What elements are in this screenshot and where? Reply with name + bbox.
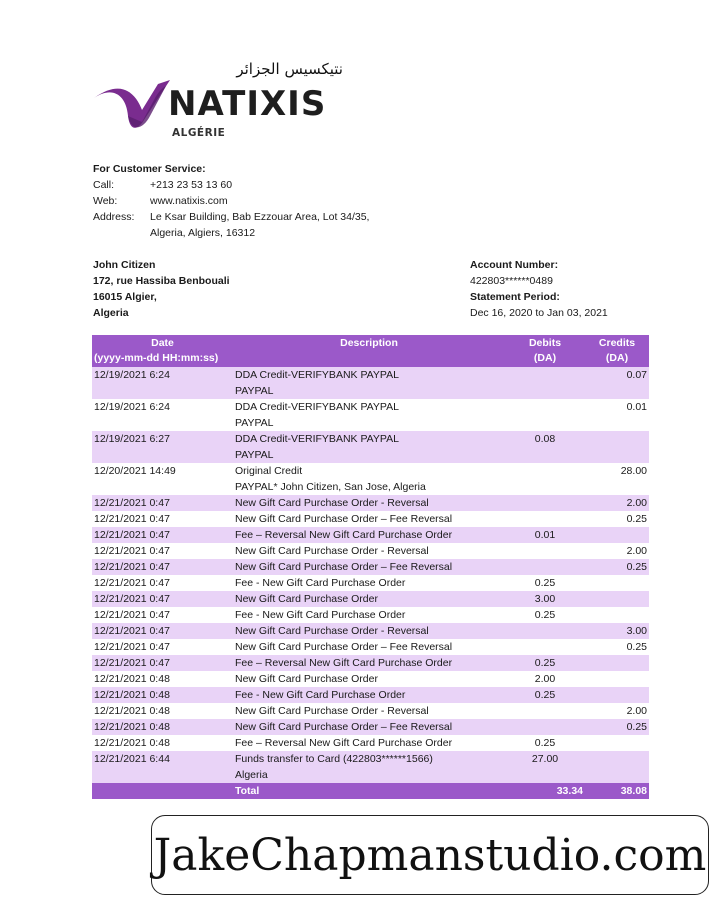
row-debit: 0.25 [505, 655, 585, 671]
row-credit: 0.25 [585, 719, 649, 735]
total-label: Total [233, 783, 505, 799]
table-row [92, 543, 649, 559]
customer-address [93, 257, 230, 321]
row-debit: 0.01 [505, 527, 585, 543]
row-description: New Gift Card Purchase Order – Fee Reversal [235, 641, 453, 653]
table-row [92, 495, 649, 511]
brand-subtitle: ALGÉRIE [172, 127, 226, 139]
row-credit: 28.00 [620, 465, 647, 477]
call-label: Call: [93, 179, 115, 191]
row-debit: 0.08 [505, 431, 585, 463]
call-value: +213 23 53 13 60 [150, 179, 233, 191]
web-value: www.natixis.com [150, 195, 228, 207]
row-credit [585, 687, 649, 703]
row-description: New Gift Card Purchase Order – Fee Reversal [233, 719, 505, 735]
watermark: JakeChapmanstudio.com [151, 815, 709, 895]
row-credit [585, 591, 649, 607]
table-row [92, 431, 649, 463]
row-description: Fee – Reversal New Gift Card Purchase Order [233, 527, 505, 543]
table-row [92, 735, 649, 751]
row-description: Funds transfer to Card (422803******1566) Algeria [233, 751, 505, 783]
row-date: 12/21/2021 0:47 [94, 609, 170, 621]
brand-arabic-name: نتيكسيس الجزائر [236, 60, 343, 78]
row-date: 12/21/2021 0:47 [94, 577, 170, 589]
address-row-2 [93, 225, 369, 241]
row-date: 12/21/2021 0:47 [92, 527, 233, 543]
row-date: 12/21/2021 0:48 [94, 737, 170, 749]
row-debit [505, 719, 585, 735]
table-row [92, 703, 649, 719]
row-date: 12/21/2021 0:47 [92, 623, 233, 639]
row-date: 12/21/2021 0:48 [94, 673, 170, 685]
row-date: 12/21/2021 0:48 [92, 687, 233, 703]
row-date: 12/20/2021 14:49 [94, 465, 176, 477]
table-row [92, 751, 649, 783]
header-credits: Credits (DA) [585, 335, 649, 367]
table-header-row [92, 335, 649, 367]
row-description: Original Credit PAYPAL* John Citizen, San Jose, Algeria [235, 465, 426, 493]
address-line-2: Algeria, Algiers, 16312 [150, 227, 256, 239]
row-date: 12/21/2021 0:47 [94, 641, 170, 653]
customer-street: 172, rue Hassiba Benbouali [93, 275, 230, 287]
row-debit [505, 543, 585, 559]
account-number-label: Account Number: [470, 259, 559, 271]
row-debit [505, 495, 585, 511]
row-date: 12/21/2021 0:47 [94, 513, 170, 525]
row-debit: 3.00 [505, 591, 585, 607]
row-credit: 0.01 [626, 401, 647, 413]
header-debits: Debits (DA) [505, 335, 585, 367]
table-row [92, 591, 649, 607]
row-debit [505, 559, 585, 575]
row-credit [585, 527, 649, 543]
row-date: 12/19/2021 6:27 [92, 431, 233, 463]
web-row [93, 193, 369, 209]
customer-service-heading: For Customer Service: [93, 163, 206, 175]
customer-service-block [93, 161, 369, 241]
row-description: Fee - New Gift Card Purchase Order [233, 687, 505, 703]
row-description: DDA Credit-VERIFYBANK PAYPAL PAYPAL [233, 431, 505, 463]
row-credit: 2.00 [585, 495, 649, 511]
row-credit: 0.25 [585, 559, 649, 575]
customer-city: 16015 Algier, [93, 291, 157, 303]
row-debit [505, 639, 585, 655]
address-row [93, 209, 369, 225]
table-row [92, 719, 649, 735]
table-row [92, 687, 649, 703]
statement-period: Dec 16, 2020 to Jan 03, 2021 [470, 307, 608, 319]
row-date: 12/19/2021 6:24 [92, 367, 233, 399]
row-debit [505, 367, 585, 399]
row-debit [505, 623, 585, 639]
row-date: 12/21/2021 0:48 [94, 705, 170, 717]
table-row [92, 511, 649, 527]
row-credit: 0.25 [626, 641, 647, 653]
row-credit: 3.00 [585, 623, 649, 639]
row-date: 12/21/2021 0:47 [92, 591, 233, 607]
table-row [92, 607, 649, 623]
row-date: 12/21/2021 0:48 [92, 719, 233, 735]
row-credit [585, 575, 649, 591]
row-description: New Gift Card Purchase Order - Reversal [233, 495, 505, 511]
address-line-1: Le Ksar Building, Bab Ezzouar Area, Lot 34/35, [150, 211, 370, 223]
row-description: New Gift Card Purchase Order - Reversal [235, 705, 429, 717]
row-description: New Gift Card Purchase Order – Fee Reversal [235, 513, 453, 525]
row-debit: 0.25 [534, 609, 556, 621]
transactions-table [92, 335, 649, 799]
row-credit: 0.25 [626, 513, 647, 525]
table-row [92, 559, 649, 575]
row-credit [585, 655, 649, 671]
row-date: 12/21/2021 6:44 [92, 751, 233, 783]
customer-country: Algeria [93, 307, 129, 319]
row-debit: 27.00 [505, 751, 585, 783]
table-row [92, 367, 649, 399]
row-description: New Gift Card Purchase Order - Reversal [235, 545, 429, 557]
row-debit: 0.25 [534, 737, 556, 749]
table-row [92, 575, 649, 591]
row-credit: 2.00 [626, 545, 647, 557]
call-row [93, 177, 369, 193]
row-description: New Gift Card Purchase Order [233, 591, 505, 607]
total-credit: 38.08 [585, 783, 649, 799]
account-number: 422803******0489 [470, 275, 553, 287]
header-description: Description [233, 335, 505, 367]
row-description: DDA Credit-VERIFYBANK PAYPAL PAYPAL [233, 367, 505, 399]
statement-period-label: Statement Period: [470, 291, 560, 303]
row-debit: 0.25 [534, 577, 556, 589]
row-credit [585, 607, 649, 623]
table-row [92, 671, 649, 687]
web-label: Web: [93, 195, 118, 207]
row-description: Fee – Reversal New Gift Card Purchase Order [233, 655, 505, 671]
row-credit [585, 671, 649, 687]
row-credit: 0.07 [585, 367, 649, 399]
table-row [92, 655, 649, 671]
row-credit [585, 751, 649, 783]
table-row [92, 639, 649, 655]
row-description: DDA Credit-VERIFYBANK PAYPAL PAYPAL [235, 401, 399, 429]
row-debit: 2.00 [534, 673, 556, 685]
row-description: Fee - New Gift Card Purchase Order [235, 577, 406, 589]
header-date: Date (yyyy-mm-dd HH:mm:ss) [92, 335, 233, 367]
row-debit: 0.25 [505, 687, 585, 703]
customer-name: John Citizen [93, 259, 156, 271]
address-label: Address: [93, 211, 135, 223]
row-credit [585, 431, 649, 463]
row-description: New Gift Card Purchase Order - Reversal [233, 623, 505, 639]
table-row [92, 399, 649, 431]
total-row [92, 783, 649, 799]
row-debit [505, 511, 585, 527]
row-date: 12/19/2021 6:24 [94, 401, 170, 413]
row-date: 12/21/2021 0:47 [94, 545, 170, 557]
row-credit: 2.00 [626, 705, 647, 717]
row-description: Fee – Reversal New Gift Card Purchase Order [235, 737, 453, 749]
row-date: 12/21/2021 0:47 [92, 495, 233, 511]
table-row [92, 463, 649, 495]
row-date: 12/21/2021 0:47 [92, 559, 233, 575]
table-row [92, 527, 649, 543]
row-description: New Gift Card Purchase Order – Fee Reversal [233, 559, 505, 575]
row-date: 12/21/2021 0:47 [92, 655, 233, 671]
row-credit [585, 735, 649, 751]
account-info [470, 257, 608, 321]
table-row [92, 623, 649, 639]
total-debit: 33.34 [505, 783, 585, 799]
row-debit [505, 703, 585, 719]
brand-name: NATIXIS [168, 84, 327, 124]
row-description: Fee - New Gift Card Purchase Order [235, 609, 406, 621]
row-description: New Gift Card Purchase Order [235, 673, 378, 685]
row-debit [505, 463, 585, 495]
row-debit [505, 399, 585, 431]
